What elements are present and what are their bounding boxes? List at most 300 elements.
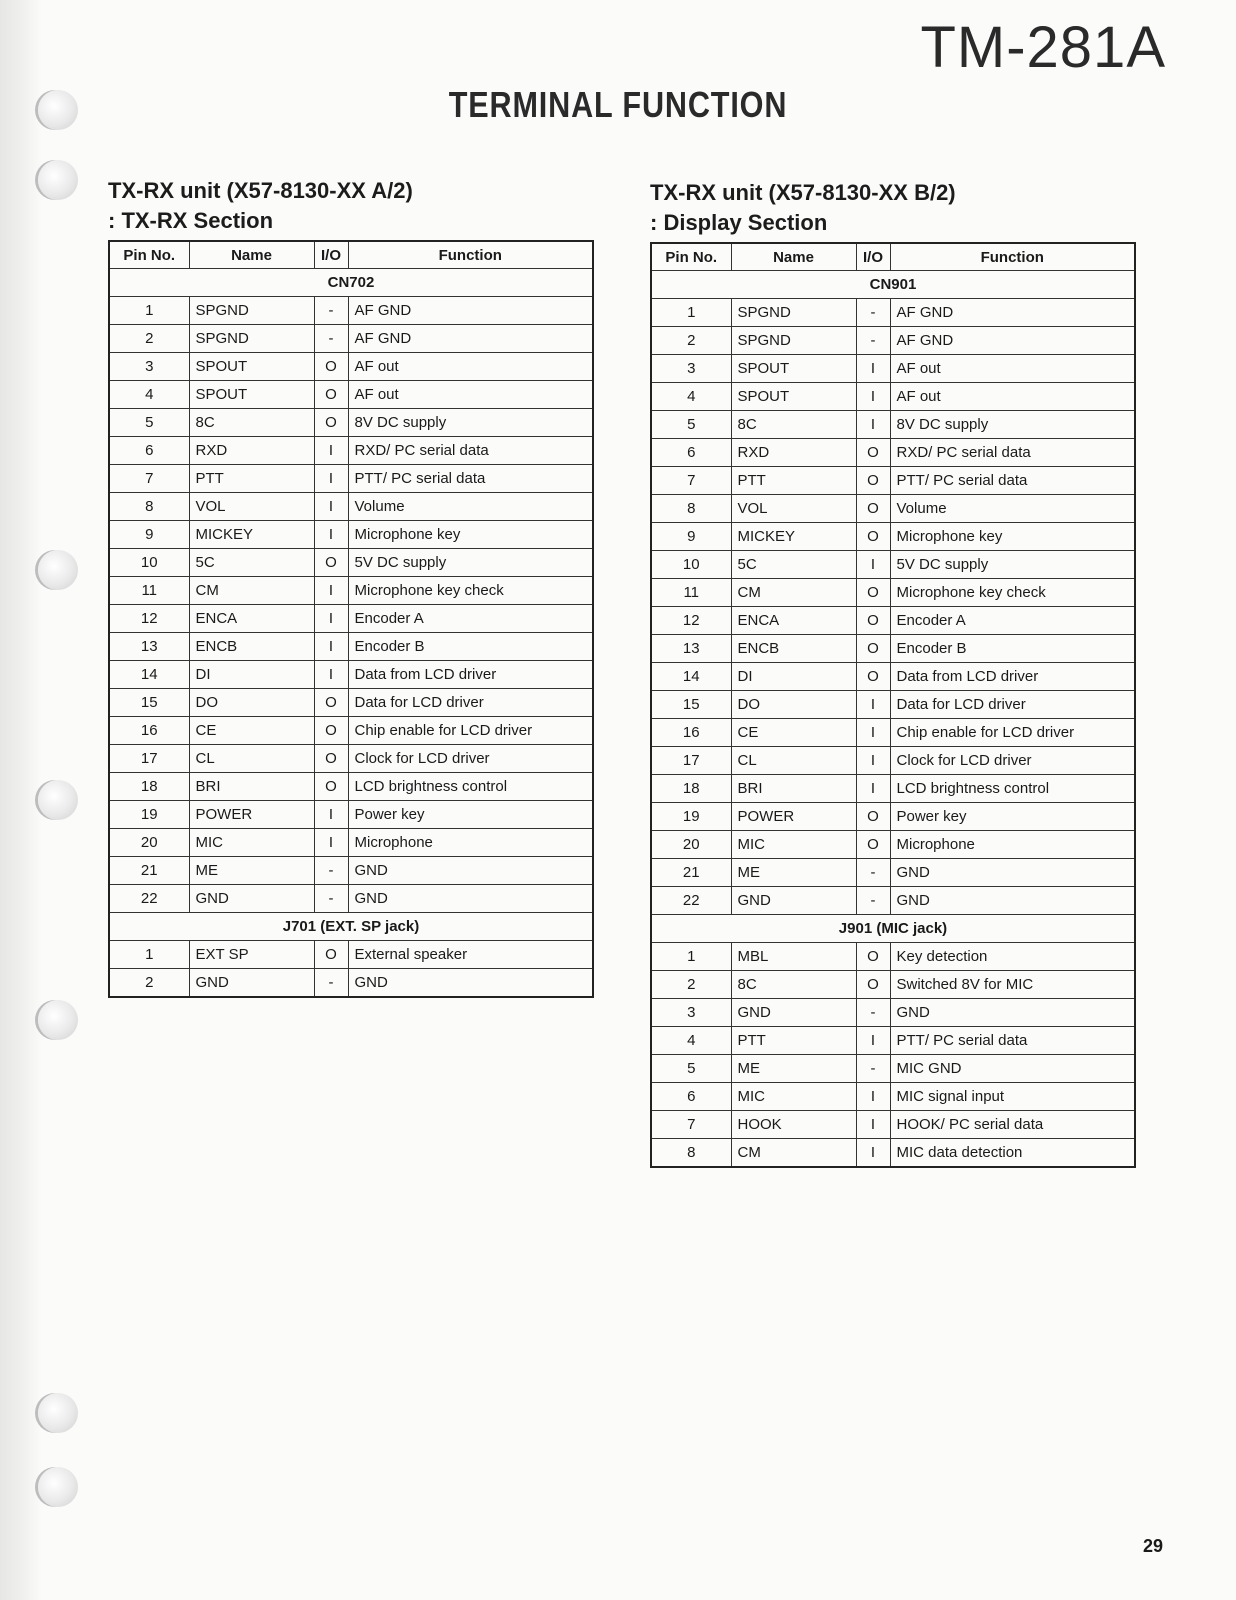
pin-cell: 7 <box>109 465 189 493</box>
pin-cell: 21 <box>109 857 189 885</box>
terminal-table-left <box>108 240 594 998</box>
table-row <box>651 719 1135 747</box>
name-cell: GND <box>189 885 314 913</box>
function-cell: 8V DC supply <box>890 411 1135 439</box>
function-cell: MIC signal input <box>890 1083 1135 1111</box>
pin-cell: 14 <box>651 663 731 691</box>
io-cell: - <box>856 299 890 327</box>
pin-cell: 14 <box>109 661 189 689</box>
binder-hole <box>38 90 78 130</box>
pin-cell: 19 <box>651 803 731 831</box>
binder-hole <box>38 780 78 820</box>
pin-cell: 2 <box>109 325 189 353</box>
name-cell: BRI <box>731 775 856 803</box>
name-cell: ME <box>731 1055 856 1083</box>
io-cell: I <box>856 1139 890 1168</box>
pin-cell: 6 <box>651 1083 731 1111</box>
io-cell: I <box>314 661 348 689</box>
function-cell: AF out <box>348 353 593 381</box>
name-cell: MICKEY <box>731 523 856 551</box>
column-header-pin: Pin No. <box>651 243 731 271</box>
function-cell: AF GND <box>348 297 593 325</box>
function-cell: PTT/ PC serial data <box>890 467 1135 495</box>
io-cell: O <box>856 467 890 495</box>
column-header-function: Function <box>890 243 1135 271</box>
function-cell: Data for LCD driver <box>348 689 593 717</box>
name-cell: GND <box>731 999 856 1027</box>
section-subtitle: : TX-RX Section <box>108 208 274 233</box>
name-cell: 8C <box>731 971 856 999</box>
name-cell: CL <box>189 745 314 773</box>
table-row <box>109 381 593 409</box>
table-row <box>109 409 593 437</box>
function-cell: Power key <box>890 803 1135 831</box>
function-cell: Chip enable for LCD driver <box>890 719 1135 747</box>
io-cell: I <box>856 1083 890 1111</box>
io-cell: O <box>856 607 890 635</box>
pin-cell: 3 <box>109 353 189 381</box>
pin-cell: 4 <box>651 383 731 411</box>
pin-cell: 16 <box>651 719 731 747</box>
function-cell: GND <box>890 999 1135 1027</box>
pin-cell: 8 <box>651 1139 731 1168</box>
function-cell: Microphone <box>348 829 593 857</box>
binder-hole <box>38 1467 78 1507</box>
io-cell: O <box>856 523 890 551</box>
function-cell: PTT/ PC serial data <box>348 465 593 493</box>
name-cell: POWER <box>189 801 314 829</box>
name-cell: MBL <box>731 943 856 971</box>
function-cell: MIC data detection <box>890 1139 1135 1168</box>
connector-group-row <box>651 915 1135 943</box>
model-number: TM-281A <box>920 15 1166 80</box>
function-cell: GND <box>890 887 1135 915</box>
io-cell: - <box>856 859 890 887</box>
table-row <box>651 411 1135 439</box>
pin-cell: 9 <box>651 523 731 551</box>
table-header-row <box>109 241 593 269</box>
name-cell: GND <box>189 969 314 998</box>
name-cell: RXD <box>731 439 856 467</box>
table-row <box>651 635 1135 663</box>
table-row <box>109 969 593 998</box>
io-cell: O <box>314 773 348 801</box>
function-cell: Microphone <box>890 831 1135 859</box>
function-cell: Encoder A <box>348 605 593 633</box>
io-cell: I <box>856 355 890 383</box>
pin-cell: 17 <box>651 747 731 775</box>
name-cell: ENCA <box>731 607 856 635</box>
pin-cell: 1 <box>651 943 731 971</box>
table-row <box>109 773 593 801</box>
io-cell: I <box>314 493 348 521</box>
pin-cell: 15 <box>651 691 731 719</box>
function-cell: GND <box>890 859 1135 887</box>
function-cell: Microphone key check <box>890 579 1135 607</box>
function-cell: LCD brightness control <box>348 773 593 801</box>
pin-cell: 2 <box>109 969 189 998</box>
left-section <box>108 176 594 998</box>
function-cell: AF GND <box>890 327 1135 355</box>
io-cell: O <box>856 439 890 467</box>
io-cell: I <box>314 605 348 633</box>
io-cell: - <box>856 327 890 355</box>
io-cell: - <box>856 1055 890 1083</box>
name-cell: ME <box>189 857 314 885</box>
table-row <box>109 801 593 829</box>
function-cell: GND <box>348 969 593 998</box>
table-row <box>651 579 1135 607</box>
name-cell: 8C <box>189 409 314 437</box>
table-row <box>651 999 1135 1027</box>
pin-cell: 5 <box>109 409 189 437</box>
function-cell: 5V DC supply <box>348 549 593 577</box>
io-cell: I <box>856 1111 890 1139</box>
connector-label: J901 (MIC jack) <box>651 915 1135 943</box>
name-cell: 8C <box>731 411 856 439</box>
io-cell: - <box>314 969 348 998</box>
function-cell: Data from LCD driver <box>890 663 1135 691</box>
table-row <box>651 1027 1135 1055</box>
column-header-io: I/O <box>856 243 890 271</box>
table-row <box>651 887 1135 915</box>
function-cell: AF GND <box>890 299 1135 327</box>
io-cell: - <box>314 325 348 353</box>
name-cell: SPOUT <box>731 355 856 383</box>
table-row <box>109 745 593 773</box>
table-row <box>651 971 1135 999</box>
table-row <box>651 607 1135 635</box>
pin-cell: 3 <box>651 355 731 383</box>
name-cell: ENCA <box>189 605 314 633</box>
function-cell: 8V DC supply <box>348 409 593 437</box>
pin-cell: 18 <box>109 773 189 801</box>
name-cell: SPOUT <box>189 353 314 381</box>
function-cell: GND <box>348 885 593 913</box>
name-cell: SPGND <box>189 325 314 353</box>
pin-cell: 18 <box>651 775 731 803</box>
io-cell: - <box>314 857 348 885</box>
pin-cell: 12 <box>109 605 189 633</box>
name-cell: MIC <box>189 829 314 857</box>
pin-cell: 11 <box>109 577 189 605</box>
column-header-name: Name <box>189 241 314 269</box>
column-header-name: Name <box>731 243 856 271</box>
name-cell: MIC <box>731 1083 856 1111</box>
name-cell: CE <box>731 719 856 747</box>
binder-hole <box>38 1000 78 1040</box>
io-cell: O <box>314 549 348 577</box>
io-cell: O <box>314 409 348 437</box>
name-cell: GND <box>731 887 856 915</box>
name-cell: CM <box>731 1139 856 1168</box>
table-row <box>651 1083 1135 1111</box>
function-cell: LCD brightness control <box>890 775 1135 803</box>
io-cell: O <box>856 803 890 831</box>
section-subtitle: : Display Section <box>650 210 828 235</box>
unit-title: TX-RX unit (X57-8130-XX B/2) <box>650 180 956 205</box>
pin-cell: 6 <box>651 439 731 467</box>
table-row <box>651 691 1135 719</box>
pin-cell: 4 <box>109 381 189 409</box>
pin-cell: 1 <box>651 299 731 327</box>
name-cell: SPGND <box>731 327 856 355</box>
binding-shadow <box>0 0 42 1600</box>
io-cell: I <box>856 383 890 411</box>
column-header-io: I/O <box>314 241 348 269</box>
pin-cell: 20 <box>109 829 189 857</box>
binder-hole <box>38 550 78 590</box>
table-row <box>651 467 1135 495</box>
binder-hole <box>38 160 78 200</box>
io-cell: O <box>856 663 890 691</box>
io-cell: O <box>856 943 890 971</box>
function-cell: RXD/ PC serial data <box>890 439 1135 467</box>
function-cell: Microphone key check <box>348 577 593 605</box>
function-cell: Clock for LCD driver <box>890 747 1135 775</box>
connector-group-row <box>651 271 1135 299</box>
io-cell: I <box>314 829 348 857</box>
name-cell: RXD <box>189 437 314 465</box>
connector-group-row <box>109 269 593 297</box>
io-cell: I <box>856 747 890 775</box>
io-cell: O <box>314 353 348 381</box>
pin-cell: 1 <box>109 941 189 969</box>
io-cell: I <box>856 719 890 747</box>
connector-group-row <box>109 913 593 941</box>
pin-cell: 5 <box>651 411 731 439</box>
name-cell: 5C <box>731 551 856 579</box>
unit-title: TX-RX unit (X57-8130-XX A/2) <box>108 178 413 203</box>
io-cell: I <box>314 521 348 549</box>
table-row <box>651 803 1135 831</box>
pin-cell: 9 <box>109 521 189 549</box>
io-cell: O <box>856 971 890 999</box>
pin-cell: 1 <box>109 297 189 325</box>
function-cell: Microphone key <box>348 521 593 549</box>
name-cell: HOOK <box>731 1111 856 1139</box>
connector-label: J701 (EXT. SP jack) <box>109 913 593 941</box>
function-cell: 5V DC supply <box>890 551 1135 579</box>
name-cell: DI <box>189 661 314 689</box>
name-cell: CE <box>189 717 314 745</box>
io-cell: O <box>314 381 348 409</box>
pin-cell: 5 <box>651 1055 731 1083</box>
io-cell: I <box>856 691 890 719</box>
pin-cell: 21 <box>651 859 731 887</box>
table-row <box>109 297 593 325</box>
table-row <box>109 577 593 605</box>
table-row <box>651 859 1135 887</box>
function-cell: RXD/ PC serial data <box>348 437 593 465</box>
table-row <box>651 775 1135 803</box>
name-cell: ENCB <box>731 635 856 663</box>
io-cell: O <box>856 635 890 663</box>
io-cell: O <box>314 717 348 745</box>
pin-cell: 2 <box>651 971 731 999</box>
table-row <box>651 327 1135 355</box>
function-cell: Encoder A <box>890 607 1135 635</box>
pin-cell: 8 <box>651 495 731 523</box>
table-header-row <box>651 243 1135 271</box>
name-cell: ENCB <box>189 633 314 661</box>
function-cell: External speaker <box>348 941 593 969</box>
name-cell: DI <box>731 663 856 691</box>
function-cell: Switched 8V for MIC <box>890 971 1135 999</box>
io-cell: O <box>856 831 890 859</box>
page-number: 29 <box>1143 1536 1164 1556</box>
name-cell: POWER <box>731 803 856 831</box>
name-cell: ME <box>731 859 856 887</box>
io-cell: I <box>856 411 890 439</box>
table-row <box>109 605 593 633</box>
function-cell: GND <box>348 857 593 885</box>
table-row <box>109 549 593 577</box>
pin-cell: 13 <box>651 635 731 663</box>
io-cell: I <box>856 551 890 579</box>
pin-cell: 19 <box>109 801 189 829</box>
io-cell: I <box>314 437 348 465</box>
table-row <box>109 717 593 745</box>
function-cell: AF out <box>348 381 593 409</box>
io-cell: I <box>314 633 348 661</box>
table-row <box>651 1139 1135 1168</box>
function-cell: Chip enable for LCD driver <box>348 717 593 745</box>
io-cell: O <box>856 495 890 523</box>
table-row <box>651 747 1135 775</box>
io-cell: O <box>314 689 348 717</box>
io-cell: I <box>314 577 348 605</box>
name-cell: MICKEY <box>189 521 314 549</box>
right-section <box>650 178 1136 1168</box>
column-header-pin: Pin No. <box>109 241 189 269</box>
page-title: TERMINAL FUNCTION <box>448 84 788 125</box>
table-row <box>651 299 1135 327</box>
pin-cell: 22 <box>109 885 189 913</box>
table-row <box>651 551 1135 579</box>
pin-cell: 8 <box>109 493 189 521</box>
function-cell: Power key <box>348 801 593 829</box>
name-cell: DO <box>189 689 314 717</box>
name-cell: DO <box>731 691 856 719</box>
table-row <box>109 465 593 493</box>
table-row <box>109 437 593 465</box>
table-row <box>109 325 593 353</box>
io-cell: O <box>314 941 348 969</box>
function-cell: Microphone key <box>890 523 1135 551</box>
name-cell: VOL <box>189 493 314 521</box>
table-row <box>651 831 1135 859</box>
pin-cell: 10 <box>651 551 731 579</box>
function-cell: Encoder B <box>890 635 1135 663</box>
function-cell: MIC GND <box>890 1055 1135 1083</box>
name-cell: EXT SP <box>189 941 314 969</box>
io-cell: O <box>314 745 348 773</box>
table-row <box>109 689 593 717</box>
pin-cell: 7 <box>651 1111 731 1139</box>
table-row <box>109 633 593 661</box>
connector-label: CN901 <box>651 271 1135 299</box>
function-cell: Data from LCD driver <box>348 661 593 689</box>
name-cell: CM <box>189 577 314 605</box>
pin-cell: 2 <box>651 327 731 355</box>
io-cell: - <box>314 297 348 325</box>
terminal-table-right <box>650 242 1136 1168</box>
table-row <box>109 493 593 521</box>
name-cell: CM <box>731 579 856 607</box>
name-cell: SPOUT <box>731 383 856 411</box>
table-row <box>651 439 1135 467</box>
function-cell: AF out <box>890 355 1135 383</box>
connector-label: CN702 <box>109 269 593 297</box>
pin-cell: 4 <box>651 1027 731 1055</box>
table-row <box>651 523 1135 551</box>
table-row <box>109 353 593 381</box>
name-cell: VOL <box>731 495 856 523</box>
table-row <box>109 661 593 689</box>
name-cell: 5C <box>189 549 314 577</box>
table-row <box>651 1111 1135 1139</box>
io-cell: - <box>856 999 890 1027</box>
pin-cell: 11 <box>651 579 731 607</box>
name-cell: PTT <box>731 467 856 495</box>
table-row <box>109 857 593 885</box>
table-row <box>109 941 593 969</box>
table-row <box>651 495 1135 523</box>
name-cell: SPOUT <box>189 381 314 409</box>
pin-cell: 15 <box>109 689 189 717</box>
name-cell: BRI <box>189 773 314 801</box>
function-cell: PTT/ PC serial data <box>890 1027 1135 1055</box>
table-row <box>651 1055 1135 1083</box>
function-cell: Volume <box>890 495 1135 523</box>
name-cell: PTT <box>189 465 314 493</box>
function-cell: Volume <box>348 493 593 521</box>
pin-cell: 13 <box>109 633 189 661</box>
function-cell: HOOK/ PC serial data <box>890 1111 1135 1139</box>
table-row <box>109 885 593 913</box>
pin-cell: 22 <box>651 887 731 915</box>
function-cell: Encoder B <box>348 633 593 661</box>
binder-hole <box>38 1393 78 1433</box>
table-row <box>109 829 593 857</box>
io-cell: O <box>856 579 890 607</box>
table-row <box>651 663 1135 691</box>
io-cell: - <box>314 885 348 913</box>
function-cell: Data for LCD driver <box>890 691 1135 719</box>
function-cell: Key detection <box>890 943 1135 971</box>
name-cell: SPGND <box>731 299 856 327</box>
table-row <box>651 355 1135 383</box>
pin-cell: 16 <box>109 717 189 745</box>
table-row <box>651 943 1135 971</box>
io-cell: I <box>314 801 348 829</box>
io-cell: - <box>856 887 890 915</box>
pin-cell: 20 <box>651 831 731 859</box>
name-cell: SPGND <box>189 297 314 325</box>
function-cell: AF out <box>890 383 1135 411</box>
io-cell: I <box>314 465 348 493</box>
table-row <box>109 521 593 549</box>
pin-cell: 3 <box>651 999 731 1027</box>
pin-cell: 10 <box>109 549 189 577</box>
io-cell: I <box>856 1027 890 1055</box>
pin-cell: 6 <box>109 437 189 465</box>
column-header-function: Function <box>348 241 593 269</box>
table-row <box>651 383 1135 411</box>
name-cell: CL <box>731 747 856 775</box>
name-cell: MIC <box>731 831 856 859</box>
